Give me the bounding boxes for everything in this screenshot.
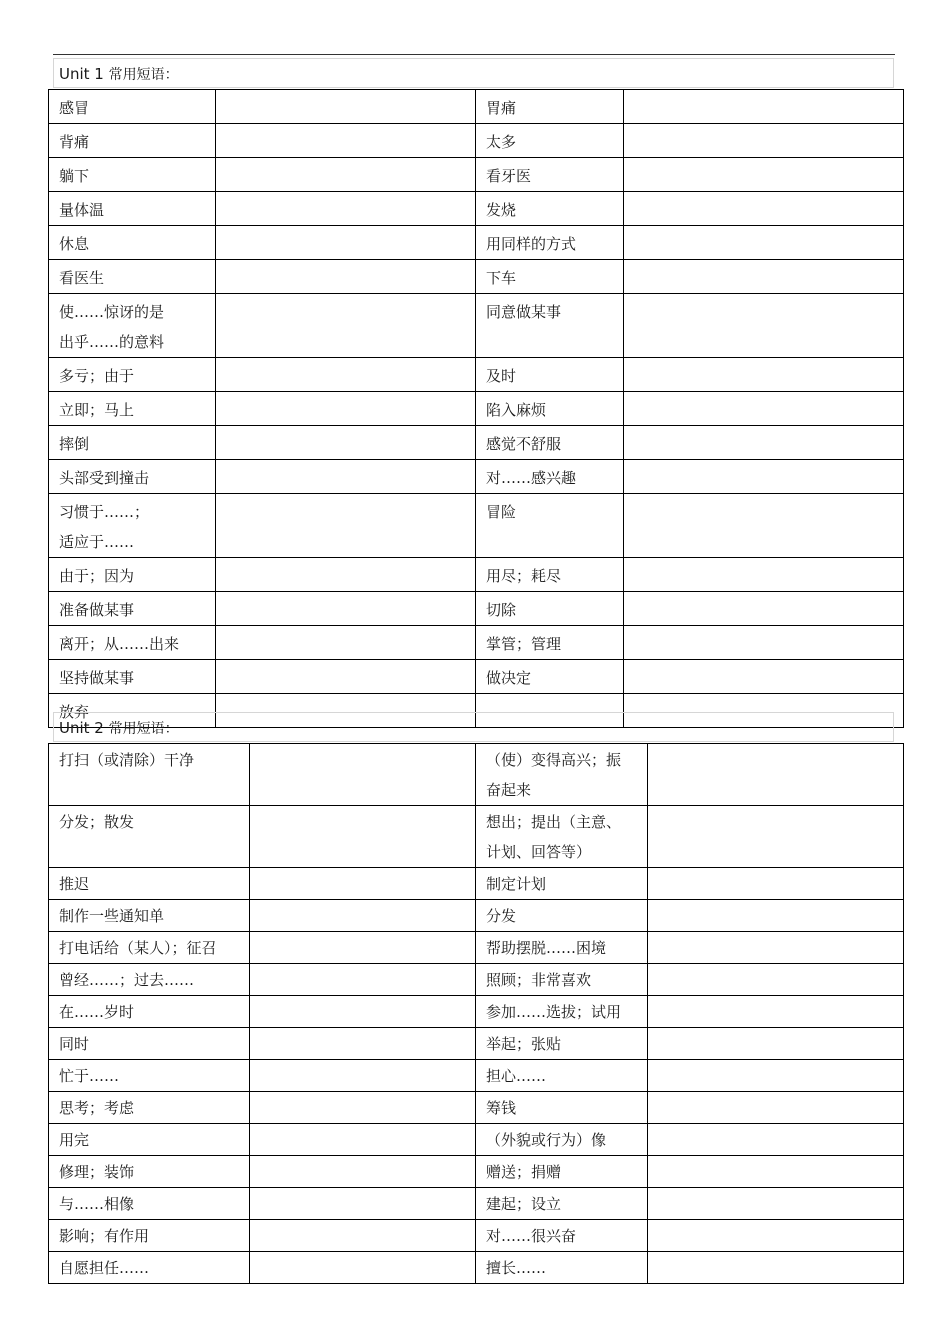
phrase-row	[49, 124, 904, 158]
phrase-text: 对……感兴趣	[486, 469, 577, 487]
phrase-cell-right	[476, 744, 648, 806]
answer-cell-right[interactable]	[624, 260, 904, 294]
phrase-row	[49, 868, 904, 900]
unit2-subtitle: 常用短语：	[108, 721, 179, 737]
answer-cell-right[interactable]	[648, 744, 904, 806]
phrase-text: 奋起来	[486, 781, 532, 799]
answer-cell-right[interactable]	[624, 294, 904, 358]
phrase-cell-right	[476, 460, 624, 494]
phrase-cell-left	[49, 226, 216, 260]
phrase-text: 帮助摆脱……困境	[486, 939, 607, 957]
phrase-row	[49, 660, 904, 694]
phrase-text: 使……惊讶的是	[59, 303, 165, 321]
phrase-text: 思考；考虑	[59, 1099, 135, 1117]
answer-cell-left[interactable]	[250, 1188, 476, 1220]
phrase-text: 擅长……	[486, 1259, 547, 1277]
phrase-row	[49, 158, 904, 192]
answer-cell-right[interactable]	[624, 90, 904, 124]
answer-cell-left[interactable]	[250, 900, 476, 932]
phrase-cell-left	[49, 592, 216, 626]
phrase-text: 坚持做某事	[59, 669, 135, 687]
answer-cell-left[interactable]	[216, 226, 476, 260]
phrase-cell-right	[476, 1188, 648, 1220]
phrase-row	[49, 260, 904, 294]
phrase-cell-right	[476, 90, 624, 124]
phrase-text: 用完	[59, 1131, 90, 1149]
phrase-text: 想出；提出（主意、	[486, 813, 622, 831]
phrase-row	[49, 392, 904, 426]
phrase-row	[49, 426, 904, 460]
phrase-text: 离开；从……出来	[59, 635, 180, 653]
phrase-cell-right	[476, 1060, 648, 1092]
phrase-row	[49, 494, 904, 558]
phrase-row	[49, 996, 904, 1028]
phrase-text: 感觉不舒服	[486, 435, 562, 453]
phrase-text: 在……岁时	[59, 1003, 135, 1021]
phrase-cell-left	[49, 192, 216, 226]
answer-cell-left[interactable]	[250, 932, 476, 964]
phrase-text: 头部受到撞击	[59, 469, 150, 487]
phrase-cell-left	[49, 806, 250, 868]
phrase-cell-left	[49, 626, 216, 660]
phrase-cell-right	[476, 626, 624, 660]
phrase-text: 打电话给（某人）；征召	[59, 939, 217, 957]
phrase-row	[49, 1252, 904, 1284]
answer-cell-right[interactable]	[624, 626, 904, 660]
answer-cell-left[interactable]	[216, 192, 476, 226]
answer-cell-right[interactable]	[624, 392, 904, 426]
phrase-text: 自愿担任……	[59, 1259, 150, 1277]
answer-cell-right[interactable]	[624, 592, 904, 626]
answer-cell-right[interactable]	[648, 1252, 904, 1284]
phrase-text: 准备做某事	[59, 601, 135, 619]
phrase-text: 摔倒	[59, 435, 90, 453]
phrase-cell-right	[476, 426, 624, 460]
phrase-text: 下车	[486, 269, 517, 287]
phrase-cell-right	[476, 260, 624, 294]
answer-cell-left[interactable]	[216, 392, 476, 426]
phrase-text: 冒险	[486, 503, 517, 521]
phrase-text: 多亏；由于	[59, 367, 135, 385]
phrase-cell-right	[476, 900, 648, 932]
phrase-text: 掌管；管理	[486, 635, 562, 653]
phrase-cell-left	[49, 1156, 250, 1188]
phrase-text: 打扫（或清除）干净	[59, 751, 195, 769]
answer-cell-left[interactable]	[250, 1220, 476, 1252]
phrase-row	[49, 592, 904, 626]
answer-cell-left[interactable]	[250, 1124, 476, 1156]
answer-cell-left[interactable]	[216, 90, 476, 124]
answer-cell-left[interactable]	[250, 868, 476, 900]
answer-cell-right[interactable]	[648, 806, 904, 868]
phrase-cell-right	[476, 660, 624, 694]
answer-cell-right[interactable]	[624, 426, 904, 460]
answer-cell-left[interactable]	[216, 260, 476, 294]
answer-cell-left[interactable]	[250, 1060, 476, 1092]
answer-cell-right[interactable]	[648, 1060, 904, 1092]
phrase-text: 忙于……	[59, 1067, 120, 1085]
phrase-cell-right	[476, 192, 624, 226]
phrase-text: 出乎……的意料	[59, 333, 165, 351]
answer-cell-right[interactable]	[648, 996, 904, 1028]
phrase-row	[49, 1188, 904, 1220]
phrase-row	[49, 626, 904, 660]
phrase-cell-right	[476, 158, 624, 192]
phrase-row	[49, 1220, 904, 1252]
phrase-cell-right	[476, 1092, 648, 1124]
phrase-cell-left	[49, 158, 216, 192]
answer-cell-left[interactable]	[250, 1028, 476, 1060]
phrase-text: （外貌或行为）像	[486, 1131, 607, 1149]
answer-cell-right[interactable]	[648, 1156, 904, 1188]
unit1-heading	[53, 58, 894, 88]
answer-cell-right[interactable]	[624, 124, 904, 158]
phrase-row	[49, 558, 904, 592]
phrase-cell-right	[476, 294, 624, 358]
phrase-text: 及时	[486, 367, 517, 385]
phrase-cell-right	[476, 932, 648, 964]
phrase-text: （使）变得高兴；振	[486, 751, 622, 769]
answer-cell-left[interactable]	[216, 426, 476, 460]
phrase-text: 感冒	[59, 99, 90, 117]
unit1-phrase-table	[48, 89, 904, 728]
answer-cell-left[interactable]	[250, 1252, 476, 1284]
answer-cell-right[interactable]	[624, 558, 904, 592]
phrase-row	[49, 358, 904, 392]
phrase-text: 照顾；非常喜欢	[486, 971, 592, 989]
answer-cell-right[interactable]	[648, 1220, 904, 1252]
phrase-cell-left	[49, 1220, 250, 1252]
answer-cell-right[interactable]	[624, 494, 904, 558]
phrase-cell-right	[476, 226, 624, 260]
phrase-text: 由于；因为	[59, 567, 135, 585]
phrase-row	[49, 744, 904, 806]
phrase-text: 放弃	[59, 703, 90, 721]
phrase-text: 曾经……；过去……	[59, 971, 195, 989]
answer-cell-left[interactable]	[250, 806, 476, 868]
phrase-text: 发烧	[486, 201, 517, 219]
answer-cell-left[interactable]	[250, 1092, 476, 1124]
answer-cell-right[interactable]	[648, 1124, 904, 1156]
phrase-cell-left	[49, 1188, 250, 1220]
phrase-cell-right	[476, 1156, 648, 1188]
phrase-cell-left	[49, 426, 216, 460]
phrase-text: 习惯于……；	[59, 503, 150, 521]
answer-cell-left[interactable]	[216, 158, 476, 192]
phrase-cell-left	[49, 1060, 250, 1092]
answer-cell-left[interactable]	[216, 358, 476, 392]
phrase-row	[49, 294, 904, 358]
phrase-text: 背痛	[59, 133, 90, 151]
phrase-cell-right	[476, 592, 624, 626]
phrase-cell-right	[476, 392, 624, 426]
phrase-text: 适应于……	[59, 533, 135, 551]
phrase-text: 立即；马上	[59, 401, 135, 419]
phrase-text: 量体温	[59, 201, 105, 219]
phrase-text: 赠送；捐赠	[486, 1163, 562, 1181]
phrase-cell-right	[476, 964, 648, 996]
answer-cell-right[interactable]	[648, 900, 904, 932]
phrase-cell-left	[49, 996, 250, 1028]
answer-cell-right[interactable]	[624, 158, 904, 192]
phrase-cell-left	[49, 1124, 250, 1156]
answer-cell-right[interactable]	[624, 358, 904, 392]
answer-cell-left[interactable]	[216, 494, 476, 558]
unit2-phrase-table	[48, 743, 904, 1284]
phrase-text: 制作一些通知单	[59, 907, 165, 925]
phrase-text: 建起；设立	[486, 1195, 562, 1213]
phrase-text: 修理；装饰	[59, 1163, 135, 1181]
phrase-text: 制定计划	[486, 875, 547, 893]
phrase-cell-right	[476, 558, 624, 592]
answer-cell-left[interactable]	[250, 964, 476, 996]
unit2-heading	[53, 712, 894, 742]
phrase-text: 休息	[59, 235, 90, 253]
phrase-cell-left	[49, 900, 250, 932]
phrase-text: 担心……	[486, 1067, 547, 1085]
phrase-row	[49, 900, 904, 932]
phrase-cell-left	[49, 392, 216, 426]
phrase-cell-left	[49, 964, 250, 996]
phrase-text: 参加……选拔；试用	[486, 1003, 622, 1021]
answer-cell-right[interactable]	[648, 964, 904, 996]
phrase-row	[49, 1060, 904, 1092]
answer-cell-left[interactable]	[250, 744, 476, 806]
phrase-text: 看牙医	[486, 167, 532, 185]
unit1-title: Unit 1	[59, 65, 104, 83]
phrase-row	[49, 192, 904, 226]
answer-cell-left[interactable]	[216, 460, 476, 494]
phrase-cell-left	[49, 90, 216, 124]
answer-cell-right[interactable]	[624, 226, 904, 260]
phrase-cell-left	[49, 124, 216, 158]
phrase-cell-left	[49, 494, 216, 558]
phrase-row	[49, 226, 904, 260]
phrase-cell-right	[476, 1220, 648, 1252]
answer-cell-right[interactable]	[648, 868, 904, 900]
phrase-text: 做决定	[486, 669, 532, 687]
phrase-row	[49, 964, 904, 996]
phrase-text: 太多	[486, 133, 517, 151]
phrase-cell-left	[49, 1252, 250, 1284]
answer-cell-left[interactable]	[216, 558, 476, 592]
phrase-cell-right	[476, 1124, 648, 1156]
answer-cell-right[interactable]	[624, 192, 904, 226]
phrase-text: 同时	[59, 1035, 90, 1053]
answer-cell-right[interactable]	[648, 1188, 904, 1220]
answer-cell-left[interactable]	[250, 996, 476, 1028]
answer-cell-left[interactable]	[216, 592, 476, 626]
answer-cell-left[interactable]	[216, 294, 476, 358]
unit1-subtitle: 常用短语：	[108, 67, 179, 83]
phrase-cell-right	[476, 1028, 648, 1060]
phrase-cell-right	[476, 996, 648, 1028]
phrase-row	[49, 460, 904, 494]
phrase-row	[49, 1092, 904, 1124]
phrase-row	[49, 1156, 904, 1188]
phrase-cell-right	[476, 806, 648, 868]
answer-cell-left[interactable]	[250, 1156, 476, 1188]
answer-cell-right[interactable]	[648, 932, 904, 964]
answer-cell-right[interactable]	[648, 1028, 904, 1060]
phrase-cell-left	[49, 660, 216, 694]
answer-cell-right[interactable]	[648, 1092, 904, 1124]
phrase-text: 用同样的方式	[486, 235, 577, 253]
phrase-row	[49, 90, 904, 124]
phrase-text: 推迟	[59, 875, 90, 893]
phrase-row	[49, 806, 904, 868]
phrase-text: 分发；散发	[59, 813, 135, 831]
phrase-cell-left	[49, 294, 216, 358]
unit2-title: Unit 2	[59, 719, 104, 737]
phrase-cell-left	[49, 932, 250, 964]
phrase-cell-left	[49, 744, 250, 806]
answer-cell-right[interactable]	[624, 460, 904, 494]
phrase-text: 看医生	[59, 269, 105, 287]
phrase-cell-right	[476, 1252, 648, 1284]
phrase-text: 对……很兴奋	[486, 1227, 577, 1245]
phrase-cell-left	[49, 358, 216, 392]
answer-cell-left[interactable]	[216, 124, 476, 158]
phrase-text: 同意做某事	[486, 303, 562, 321]
phrase-text: 胃痛	[486, 99, 517, 117]
phrase-text: 陷入麻烦	[486, 401, 547, 419]
phrase-row	[49, 1028, 904, 1060]
phrase-cell-left	[49, 260, 216, 294]
phrase-text: 躺下	[59, 167, 90, 185]
phrase-cell-left	[49, 460, 216, 494]
phrase-text: 分发	[486, 907, 517, 925]
phrase-text: 用尽；耗尽	[486, 567, 562, 585]
phrase-row	[49, 932, 904, 964]
phrase-text: 切除	[486, 601, 517, 619]
answer-cell-left[interactable]	[216, 660, 476, 694]
phrase-cell-right	[476, 494, 624, 558]
phrase-cell-right	[476, 358, 624, 392]
phrase-cell-left	[49, 1028, 250, 1060]
phrase-cell-left	[49, 868, 250, 900]
phrase-cell-left	[49, 1092, 250, 1124]
phrase-text: 筹钱	[486, 1099, 517, 1117]
phrase-text: 举起；张贴	[486, 1035, 562, 1053]
phrase-text: 影响；有作用	[59, 1227, 150, 1245]
top-rule	[53, 54, 895, 55]
answer-cell-right[interactable]	[624, 660, 904, 694]
phrase-cell-right	[476, 868, 648, 900]
phrase-text: 与……相像	[59, 1195, 135, 1213]
phrase-cell-left	[49, 558, 216, 592]
answer-cell-left[interactable]	[216, 626, 476, 660]
phrase-cell-right	[476, 124, 624, 158]
phrase-row	[49, 1124, 904, 1156]
phrase-text: 计划、回答等）	[486, 843, 592, 861]
